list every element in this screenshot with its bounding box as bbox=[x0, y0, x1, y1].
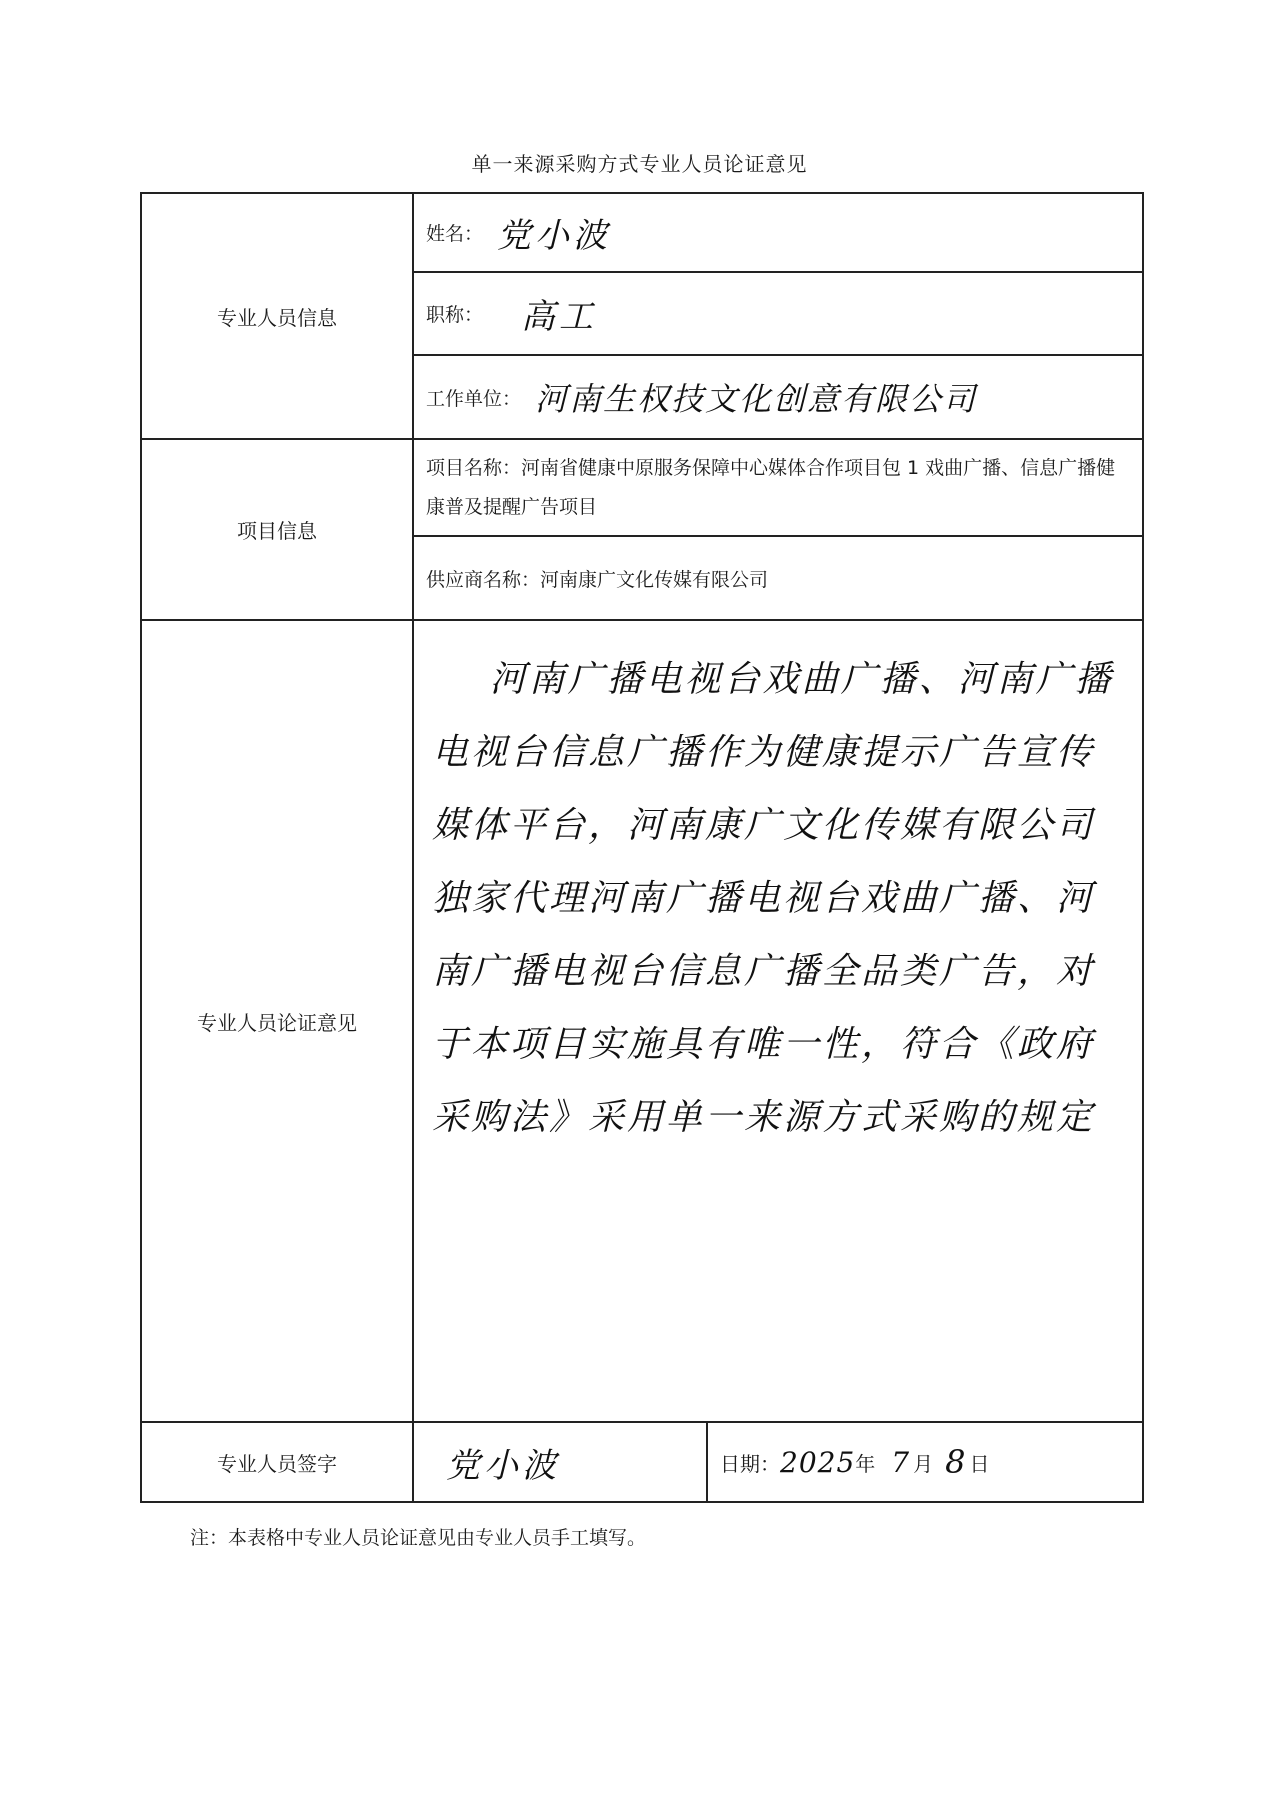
date-day: 8 bbox=[945, 1443, 970, 1481]
title-handwritten-value: 高工 bbox=[521, 297, 598, 337]
date-month: 7 bbox=[891, 1445, 914, 1479]
employer-handwritten-value: 河南生权技文化创意有限公司 bbox=[535, 380, 978, 418]
name-handwritten-value: 党小波 bbox=[497, 216, 612, 256]
opinion-form-table bbox=[140, 192, 1144, 1503]
footnote: 注：本表格中专业人员论证意见由专业人员手工填写。 bbox=[190, 1527, 647, 1549]
project-name-text: 项目名称：河南省健康中原服务保障中心媒体合作项目包 1 戏曲广播、信息广播健康普及提醒广告项目 bbox=[426, 456, 1116, 518]
page-title: 单一来源采购方式专业人员论证意见 bbox=[471, 152, 808, 176]
supplier-cell bbox=[413, 536, 1143, 620]
date-month-unit: 月 bbox=[913, 1451, 934, 1476]
project-name-cell bbox=[413, 439, 1143, 536]
expert-info-label: 专业人员信息 bbox=[141, 193, 413, 439]
name-label: 姓名： bbox=[426, 223, 484, 245]
opinion-label: 专业人员论证意见 bbox=[141, 620, 413, 1422]
signature-cell bbox=[413, 1422, 707, 1502]
employer-cell bbox=[413, 355, 1143, 439]
supplier-text: 供应商名称：河南康广文化传媒有限公司 bbox=[426, 568, 769, 591]
date-label: 日期： bbox=[720, 1451, 780, 1476]
title-cell bbox=[413, 272, 1143, 355]
signature-label: 专业人员签字 bbox=[141, 1422, 413, 1502]
date-year-unit: 年 bbox=[855, 1451, 876, 1476]
employer-label: 工作单位： bbox=[426, 387, 522, 410]
date-year: 2025 bbox=[780, 1445, 856, 1479]
date-cell bbox=[707, 1422, 1143, 1502]
name-cell bbox=[413, 193, 1143, 272]
date-day-unit: 日 bbox=[969, 1451, 990, 1476]
opinion-handwritten-text: 河南广播电视台戏曲广播、河南广播电视台信息广播作为健康提示广告宣传媒体平台，河南康广文化传媒有限公司独家代理河南广播电视台戏曲广播、河南广播电视台信息广播全品类广告，对于本项目实施具有唯一性，符合《政府采购法》采用单一来源方式采购的规定 bbox=[432, 659, 1114, 1138]
handwritten-signature: 党小波 bbox=[446, 1445, 560, 1486]
project-info-label: 项目信息 bbox=[141, 439, 413, 620]
title-label: 职称： bbox=[426, 304, 484, 326]
opinion-cell bbox=[413, 620, 1143, 1422]
